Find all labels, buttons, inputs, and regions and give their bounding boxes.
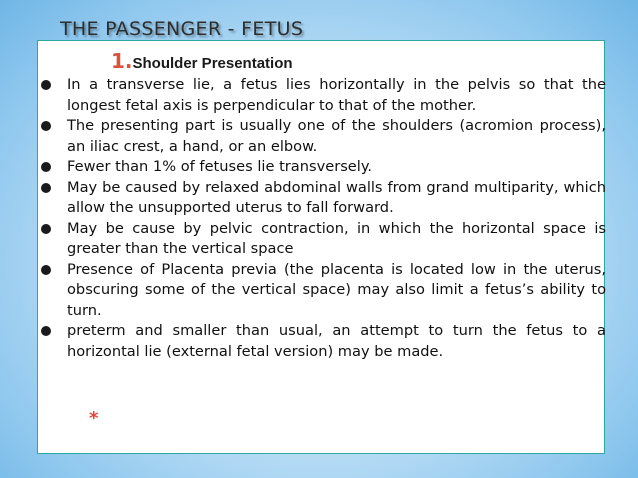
bullet-text: May be cause by pelvic contraction, in which the horizontal space is greater than the vertical space [67,219,606,257]
bullet-item [41,75,606,116]
bullet-dot-icon [41,121,51,131]
bullet-text: Presence of Placenta previa (the placenta is located low in the uterus, obscuring some of the vertical space) may also limit a fetus’s ability to turn. [67,260,606,319]
bullet-item [41,321,606,362]
bullet-dot-icon [41,224,51,234]
bullet-text: May be caused by relaxed abdominal walls from grand multiparity, which allow the unsupported uterus to fall forward. [67,178,606,216]
bullet-dot-icon [41,162,51,172]
bullet-item [41,157,606,178]
bullet-text: preterm and smaller than usual, an attempt to turn the fetus to a horizontal lie (external fetal version) may be made. [67,322,606,360]
bullet-item [41,116,606,157]
bullet-item [41,178,606,219]
slide-title: THE PASSENGER - FETUS [60,18,304,40]
section-title: Shoulder Presentation [132,55,293,72]
bullet-list [41,75,606,362]
bullet-dot-icon [41,326,51,336]
bullet-item [41,219,606,260]
section-number: 1. [111,49,133,73]
asterisk-mark: * [89,408,99,429]
content-box [37,40,605,454]
bullet-text: In a transverse lie, a fetus lies horizontally in the pelvis so that the longest fetal axis is perpendicular to that of the mother. [67,76,606,114]
bullet-item [41,260,606,322]
bullet-text: The presenting part is usually one of the shoulders (acromion process), an iliac crest, a hand, or an elbow. [67,117,606,155]
bullet-text: Fewer than 1% of fetuses lie transversely. [67,158,373,175]
bullet-dot-icon [41,183,51,193]
section-heading [111,49,293,73]
bullet-dot-icon [41,80,51,90]
bullet-dot-icon [41,265,51,275]
